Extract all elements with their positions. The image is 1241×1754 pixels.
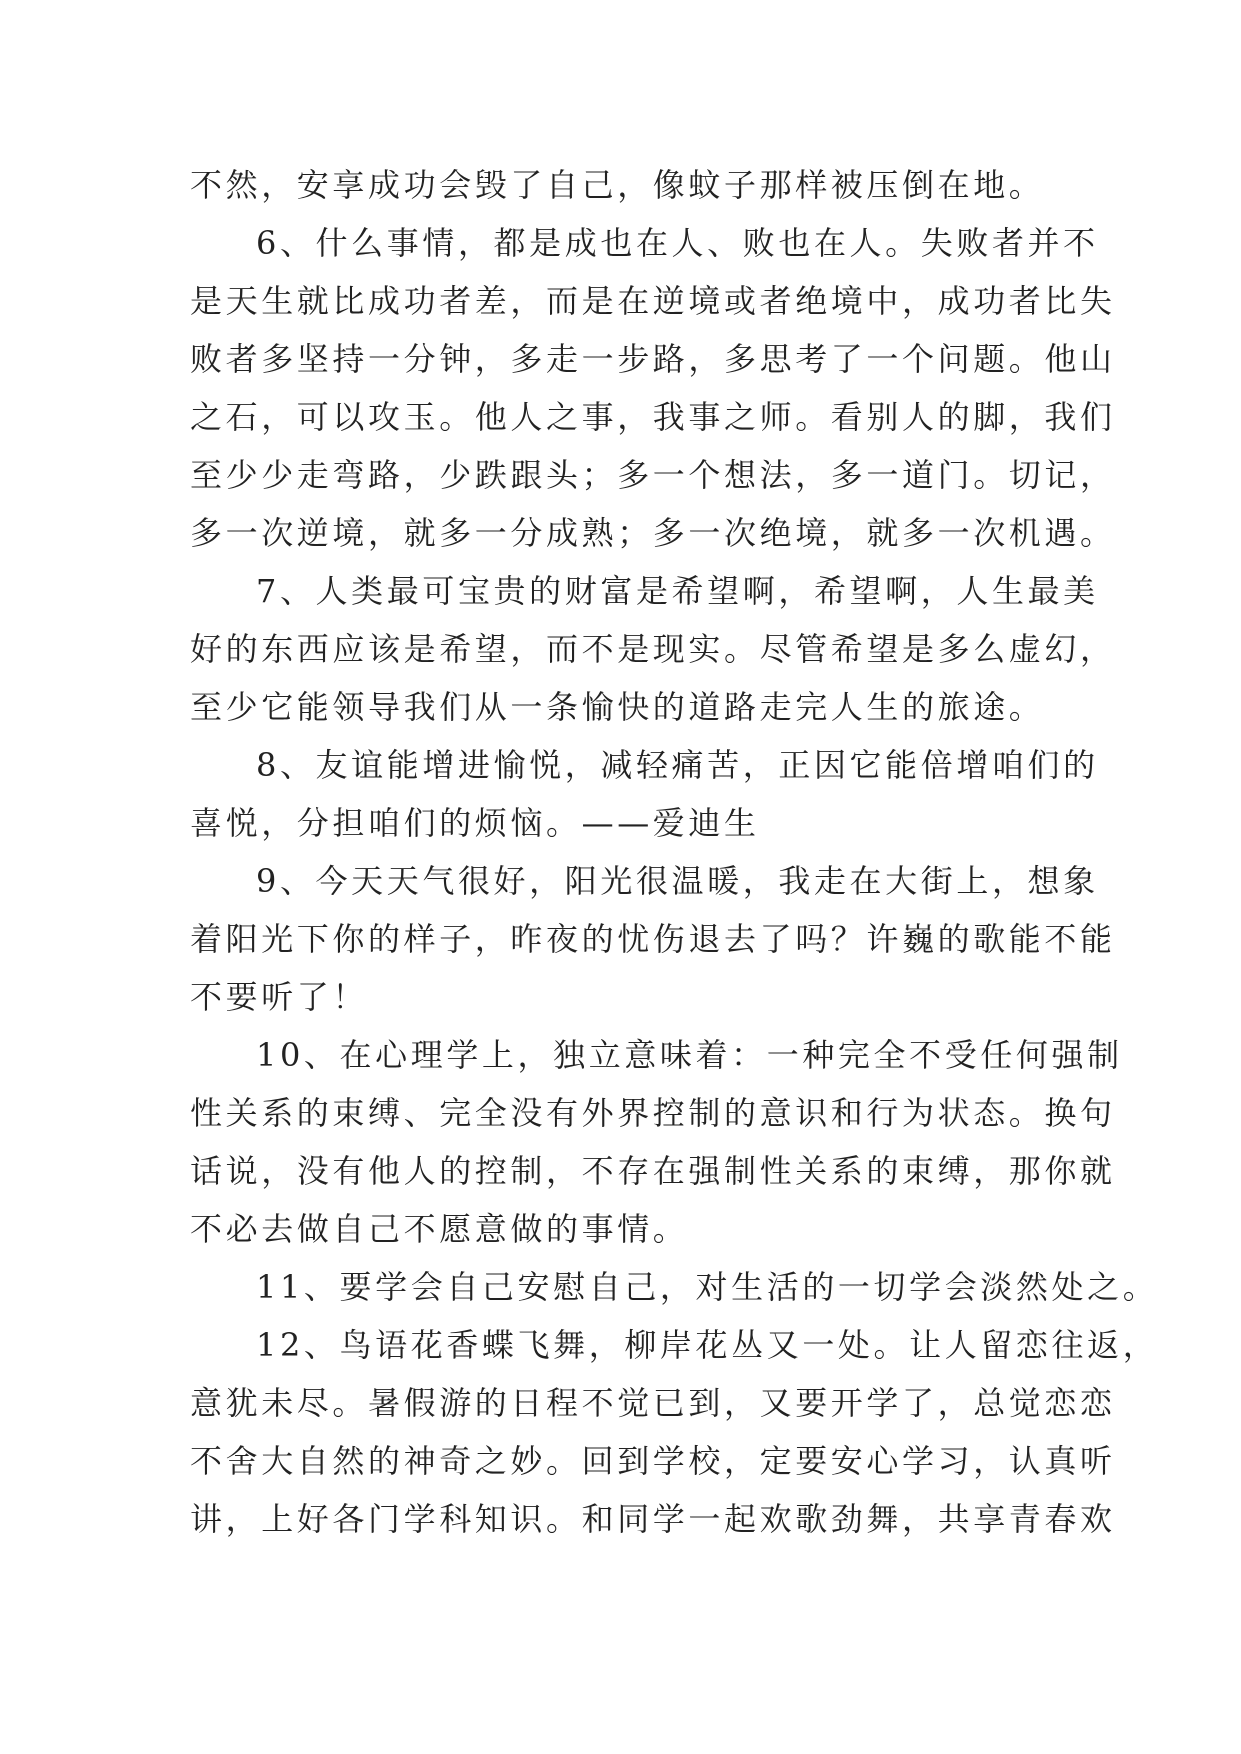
text-line: 7、人类最可宝贵的财富是希望啊，希望啊，人生最美 [256,572,1099,610]
text-line: 9、今天天气很好，阳光很温暖，我走在大街上，想象 [256,862,1099,900]
text-line: 多一次逆境，就多一分成熟；多一次绝境，就多一次机遇。 [190,514,1116,552]
text-line: 11、要学会自己安慰自己，对生活的一切学会淡然处之。 [256,1268,1159,1306]
text-line: 至少它能领导我们从一条愉快的道路走完人生的旅途。 [190,688,1045,726]
text-line: 6、什么事情，都是成也在人、败也在人。失败者并不 [256,224,1099,262]
text-line: 不要听了！ [190,978,369,1016]
text-line: 性关系的束缚、完全没有外界控制的意识和行为状态。换句 [190,1094,1116,1132]
text-line: 好的东西应该是希望，而不是现实。尽管希望是多么虚幻， [190,630,1116,668]
text-line: 至少少走弯路，少跌跟头；多一个想法，多一道门。切记， [190,456,1116,494]
text-line: 着阳光下你的样子，昨夜的忧伤退去了吗？许巍的歌能不能 [190,920,1116,958]
text-line: 意犹未尽。暑假游的日程不觉已到，又要开学了，总觉恋恋 [190,1384,1116,1422]
text-line: 之石，可以攻玉。他人之事，我事之师。看别人的脚，我们 [190,398,1116,436]
text-line: 喜悦，分担咱们的烦恼。——爱迪生 [190,804,760,842]
text-line: 讲，上好各门学科知识。和同学一起欢歌劲舞，共享青春欢 [190,1500,1116,1538]
text-line: 12、鸟语花香蝶飞舞，柳岸花丛又一处。让人留恋往返， [256,1326,1159,1364]
text-line: 10、在心理学上，独立意味着：一种完全不受任何强制 [256,1036,1123,1074]
text-line: 不必去做自己不愿意做的事情。 [190,1210,689,1248]
text-line: 不舍大自然的神奇之妙。回到学校，定要安心学习，认真听 [190,1442,1116,1480]
text-line: 话说，没有他人的控制，不存在强制性关系的束缚，那你就 [190,1152,1116,1190]
text-line: 败者多坚持一分钟，多走一步路，多思考了一个问题。他山 [190,340,1116,378]
text-line: 8、友谊能增进愉悦，减轻痛苦，正因它能倍增咱们的 [256,746,1099,784]
text-line: 不然，安享成功会毁了自己，像蚊子那样被压倒在地。 [190,166,1045,204]
text-line: 是天生就比成功者差，而是在逆境或者绝境中，成功者比失 [190,282,1116,320]
body-text [190,156,1159,1548]
